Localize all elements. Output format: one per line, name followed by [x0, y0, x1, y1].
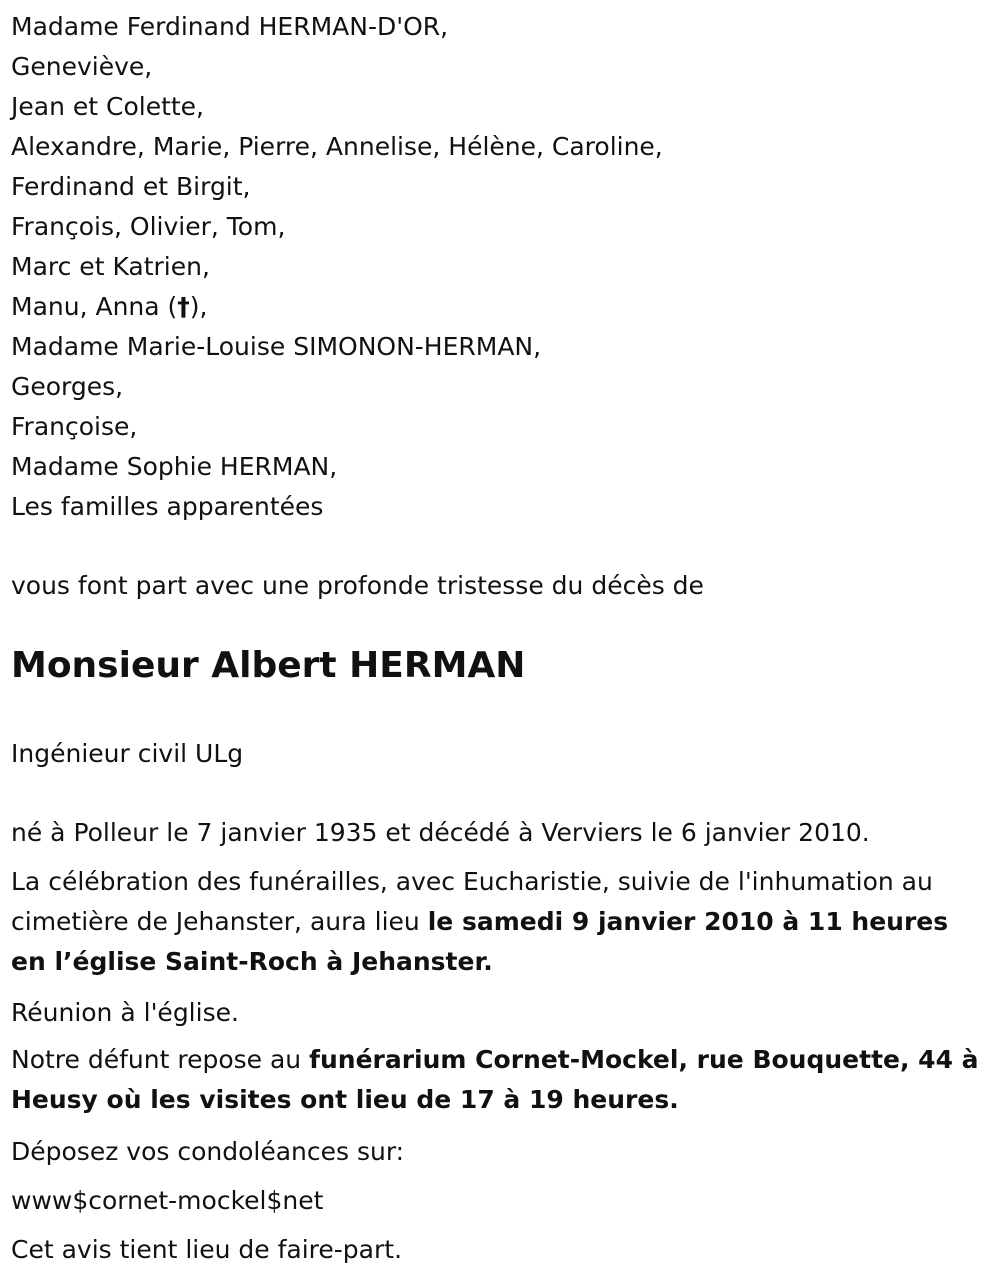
birth-death-dates: né à Polleur le 7 janvier 1935 et décédé à Verviers le 6 janvier 2010.	[11, 818, 870, 847]
family-line: Ferdinand et Birgit,	[11, 172, 251, 201]
family-line: François, Olivier, Tom,	[11, 212, 286, 241]
ceremony-details: le samedi 9 janvier 2010 à 11 heures en l’église Saint-Roch à Jehanster.	[11, 907, 949, 976]
family-line: Alexandre, Marie, Pierre, Annelise, Hélène, Caroline,	[11, 132, 663, 161]
family-line: Jean et Colette,	[11, 92, 205, 121]
ceremony-text: La célébration des funérailles, avec Eucharistie, suivie de l'inhumation au cimetière de Jehanster, aura lieu	[11, 867, 933, 936]
condolences-website: www$cornet-mockel$net	[11, 1186, 324, 1215]
announcement: vous font part avec une profonde tristesse du décès de	[11, 571, 704, 600]
family-line-text: ),	[189, 292, 208, 321]
family-line: Marc et Katrien,	[11, 252, 210, 281]
family-line: Françoise,	[11, 412, 138, 441]
family-line: Georges,	[11, 372, 124, 401]
cross-icon: †	[177, 292, 190, 321]
family-line: Madame Marie-Louise SIMONON-HERMAN,	[11, 332, 542, 361]
closing-note: Cet avis tient lieu de faire-part.	[11, 1235, 403, 1264]
family-line: Madame Sophie HERMAN,	[11, 452, 338, 481]
repose-paragraph	[11, 1040, 991, 1120]
family-line: Geneviève,	[11, 52, 153, 81]
deceased-title: Ingénieur civil ULg	[11, 739, 244, 768]
reunion-note: Réunion à l'église.	[11, 998, 239, 1027]
deceased-name: Monsieur Albert HERMAN	[11, 645, 526, 686]
family-line	[11, 287, 663, 327]
family-list	[11, 7, 663, 527]
condolences-label: Déposez vos condoléances sur:	[11, 1137, 405, 1166]
repose-text: Notre défunt repose au	[11, 1045, 310, 1074]
repose-details: funérarium Cornet-Mockel, rue Bouquette, 44 à Heusy où les visites ont lieu de 17 à 19 heures.	[11, 1045, 979, 1114]
family-line: Les familles apparentées	[11, 492, 324, 521]
family-line: Madame Ferdinand HERMAN-D'OR,	[11, 12, 449, 41]
ceremony-paragraph	[11, 862, 991, 982]
family-line-text: Manu, Anna (	[11, 292, 178, 321]
